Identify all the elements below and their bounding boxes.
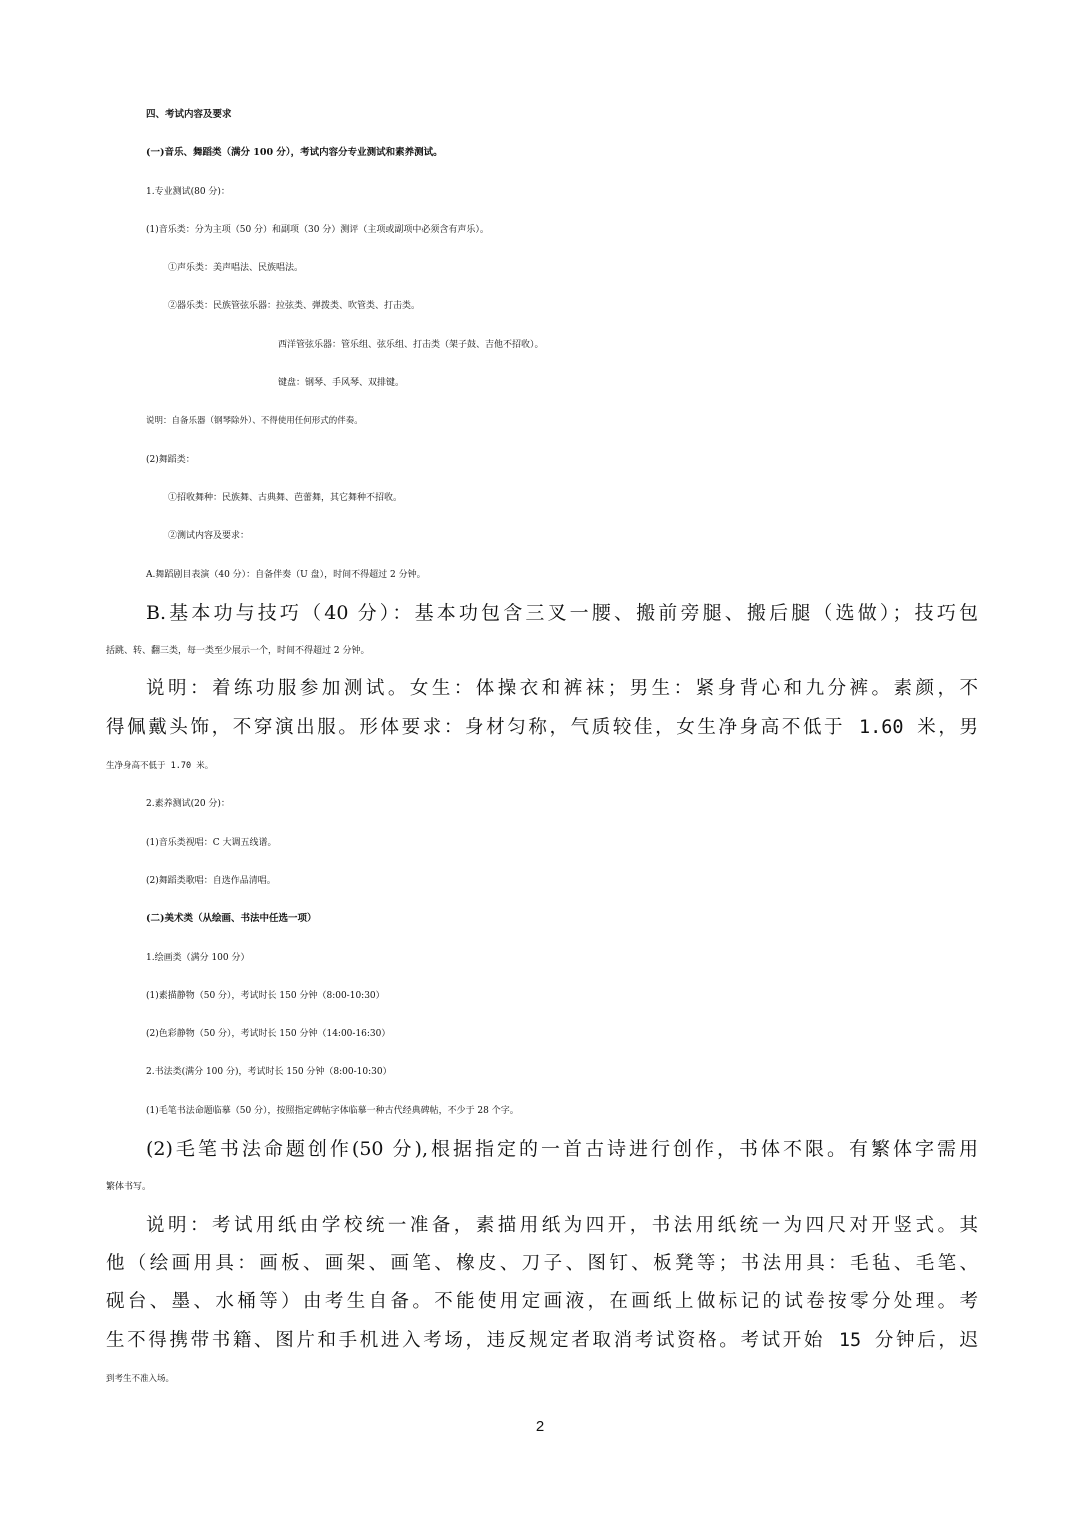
paragraph-line: 括跳、转、翻三类，每一类至少展示一个，时间不得超过 2 分钟。 (106, 646, 370, 657)
paragraph-line: 键盘：钢琴、手风琴、双排键。 (278, 378, 405, 389)
paragraph-line: (1)音乐类：分为主项（50 分）和副项（30 分）测评（主项或副项中必须含有声乐）。 (146, 224, 489, 235)
paragraph-line: 1.专业测试(80 分)： (146, 186, 230, 197)
paragraph-line: 2.书法类(满分 100 分)，考试时长 150 分钟（8:00-10:30） (146, 1067, 392, 1078)
paragraph-line: (1)素描静物（50 分），考试时长 150 分钟（8:00-10:30） (146, 990, 385, 1001)
paragraph-line: (2)毛笔书法命题创作(50 分),根据指定的一首古诗进行创作，书体不限。有繁体字需用 (146, 1138, 978, 1161)
note-line: 他（绘画用具：画板、画架、画笔、橡皮、刀子、图钉、板凳等；书法用具：毛毡、毛笔、 (106, 1252, 978, 1274)
paragraph-line: A.舞蹈剧目表演（40 分）：自备伴奏（U 盘），时间不得超过 2 分钟。 (146, 569, 426, 580)
paragraph-line: ②器乐类：民族管弦乐器：拉弦类、弹拨类、吹管类、打击类。 (168, 301, 421, 312)
note-line: 生不得携带书籍、图片和手机进入考场，违反规定者取消考试资格。考试开始 15 分钟后，迟 (106, 1329, 978, 1351)
paragraph-line: 繁体书写。 (106, 1182, 152, 1193)
note-line: 得佩戴头饰，不穿演出服。形体要求：身材匀称，气质较佳，女生净身高不低于 1.60 米，男 (106, 716, 978, 738)
note-line: 说明：考试用纸由学校统一准备，素描用纸为四开，书法用纸统一为四尺对开竖式。其 (146, 1214, 978, 1236)
paragraph-line: (1)音乐类视唱：C 大调五线谱。 (146, 837, 277, 848)
paragraph-line: ②测试内容及要求： (168, 531, 250, 542)
paragraph-line: (2)舞蹈类： (146, 454, 195, 465)
note-line: 说明：自备乐器（钢琴除外）、不得使用任何形式的伴奏。 (146, 416, 363, 427)
paragraph-line: (2)舞蹈类歌唱：自选作品清唱。 (146, 875, 276, 886)
paragraph-line: 1.绘画类（满分 100 分） (146, 952, 250, 963)
note-line: 砚台、墨、水桶等）由考生自备。不能使用定画液，在画纸上做标记的试卷按零分处理。考 (106, 1291, 978, 1313)
paragraph-line: ①招收舞种：民族舞、古典舞、芭蕾舞，其它舞种不招收。 (168, 492, 403, 503)
section-heading: 四、考试内容及要求 (146, 109, 232, 120)
paragraph-line: 西洋管弦乐器：管乐组、弦乐组、打击类（架子鼓、吉他不招收）。 (278, 339, 544, 350)
paragraph-line: ①声乐类：美声唱法、民族唱法。 (168, 263, 304, 274)
document-body (0, 96, 1080, 1398)
note-line: 到考生不准入场。 (106, 1373, 175, 1384)
paragraph-line: B.基本功与技巧（40 分）：基本功包含三叉一腰、搬前旁腿、搬后腿（选做）；技巧包 (146, 601, 978, 624)
page-number: 2 (535, 1418, 545, 1435)
note-line: 说明：着练功服参加测试。女生：体操衣和裤袜；男生：紧身背心和九分裤。素颜，不 (146, 678, 978, 700)
paragraph-line: (2)色彩静物（50 分），考试时长 150 分钟（14:00-16:30） (146, 1029, 391, 1040)
note-line: 生净身高不低于 1.70 米。 (106, 761, 214, 772)
subsection-heading: (二)美术类（从绘画、书法中任选一项） (146, 913, 317, 925)
paragraph-line: 2.素养测试(20 分)： (146, 799, 230, 810)
paragraph-line: (1)毛笔书法命题临摹（50 分），按照指定碑帖字体临摹一种古代经典碑帖，不少于 28 个字。 (146, 1105, 519, 1116)
subsection-heading: (一)音乐、舞蹈类（满分 100 分），考试内容分专业测试和素养测试。 (146, 147, 443, 159)
